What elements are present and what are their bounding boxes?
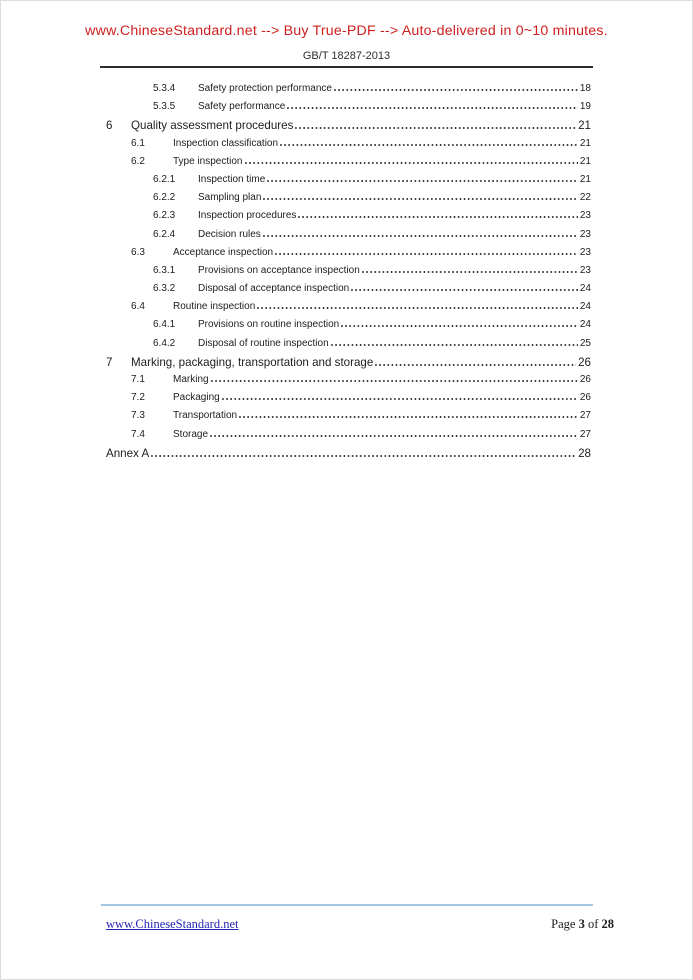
toc-entry-title: Routine inspection [173, 301, 256, 313]
toc-entry-number: 7.3 [131, 410, 145, 422]
toc-entry [106, 192, 591, 210]
toc-entry-number: 5.3.4 [153, 83, 176, 94]
toc-entry-number: 6.3.2 [153, 283, 176, 295]
toc-entry-page-number: 23 [579, 264, 591, 276]
toc-entry [106, 210, 591, 228]
toc-entry-page-number: 27 [579, 410, 591, 422]
dotted-leader [341, 325, 578, 327]
toc-entry-title: Provisions on acceptance inspection [198, 264, 360, 276]
toc-entry [106, 119, 591, 137]
toc-entry-title: Packaging [173, 392, 220, 404]
page-total-number: 28 [601, 917, 614, 931]
toc-entry-number: 6.4.1 [153, 319, 176, 331]
dotted-leader [298, 216, 577, 218]
toc-entry [106, 392, 591, 410]
toc-entry-page-number: 26 [578, 355, 591, 369]
toc-entry-number: 6.4.2 [153, 337, 176, 349]
toc-entry-title: Inspection classification [173, 137, 279, 149]
page-current-number: 3 [578, 917, 585, 931]
toc-entry [106, 410, 591, 428]
dotted-leader [334, 89, 578, 91]
footer-site-link[interactable]: www.ChineseStandard.net [106, 917, 239, 931]
toc-entry-page-number: 24 [579, 301, 591, 313]
toc-entry-title: Quality assessment procedures [131, 119, 294, 133]
toc-entry-title: Safety performance [198, 101, 286, 113]
table-of-contents [106, 83, 591, 465]
header-divider-line [100, 66, 593, 68]
toc-entry-page-number: 27 [579, 428, 591, 440]
dotted-leader [263, 235, 578, 237]
toc-entry-title: Type inspection [173, 155, 243, 167]
toc-entry-page-number: 26 [579, 392, 591, 404]
page-footer [106, 917, 614, 932]
toc-entry-title: Marking, packaging, transportation and storage [131, 355, 374, 369]
toc-entry [106, 319, 591, 337]
toc-entry-title: Inspection procedures [198, 210, 297, 222]
toc-entry-number: 7.4 [131, 428, 145, 440]
dotted-leader [275, 253, 578, 255]
toc-entry-title: Sampling plan [198, 192, 262, 204]
toc-entry-page-number: 19 [579, 101, 591, 113]
toc-entry [106, 174, 591, 192]
toc-entry-page-number: 24 [579, 283, 591, 295]
of-word: of [587, 917, 599, 931]
toc-entry [106, 374, 591, 392]
toc-entry-page-number: 25 [579, 337, 591, 349]
dotted-leader [211, 380, 578, 382]
toc-entry [106, 101, 591, 119]
toc-entry-title: Acceptance inspection [173, 246, 274, 258]
toc-entry [106, 447, 591, 465]
toc-entry-number: 6.1 [131, 137, 145, 149]
toc-entry-number: 6.3 [131, 246, 145, 258]
toc-entry-page-number: 28 [578, 446, 591, 460]
dotted-leader [222, 398, 578, 400]
toc-entry [106, 247, 591, 265]
toc-entry-number: 6.2 [131, 155, 145, 167]
toc-entry-title: Storage [173, 428, 209, 440]
dotted-leader [257, 307, 578, 309]
dotted-leader [287, 107, 578, 109]
toc-entry [106, 138, 591, 156]
toc-entry [106, 83, 591, 101]
page-indicator [551, 917, 614, 932]
toc-entry-page-number: 26 [579, 374, 591, 385]
toc-entry-page-number: 23 [579, 228, 591, 240]
toc-entry [106, 265, 591, 283]
footer-divider-line [101, 904, 593, 906]
toc-entry-number: 6.2.3 [153, 210, 176, 222]
toc-entry-number: 7 [106, 355, 113, 369]
toc-entry [106, 301, 591, 319]
dotted-leader [210, 435, 578, 437]
toc-entry [106, 429, 591, 447]
dotted-leader [375, 364, 576, 366]
dotted-leader [351, 289, 578, 291]
toc-entry-page-number: 21 [579, 173, 591, 185]
toc-entry-title: Inspection time [198, 173, 266, 185]
toc-entry-number: 6.2.1 [153, 173, 176, 185]
toc-entry-number: 7.1 [131, 374, 145, 385]
toc-entry-page-number: 21 [579, 155, 591, 167]
toc-entry-title: Disposal of acceptance inspection [198, 283, 350, 295]
toc-entry-title: Provisions on routine inspection [198, 319, 340, 331]
toc-entry-page-number: 21 [578, 119, 591, 133]
dotted-leader [245, 162, 578, 164]
toc-entry-title: Safety protection performance [198, 83, 332, 94]
toc-entry-page-number: 21 [579, 137, 591, 149]
dotted-leader [331, 344, 578, 346]
dotted-leader [263, 198, 578, 200]
toc-entry-number: 6.4 [131, 301, 145, 313]
toc-entry-number: 5.3.5 [153, 101, 176, 113]
dotted-leader [267, 180, 578, 182]
toc-entry-number: 6.3.1 [153, 264, 176, 276]
standard-number-header: GB/T 18287-2013 [302, 50, 391, 62]
toc-entry-page-number: 23 [579, 210, 591, 222]
header-promo-banner: www.ChineseStandard.net --> Buy True-PDF --> Auto-delivered in 0~10 minutes. [85, 23, 608, 39]
toc-entry-title: Disposal of routine inspection [198, 337, 329, 349]
toc-entry-number: 7.2 [131, 392, 145, 404]
toc-entry-title: Marking [173, 374, 209, 385]
toc-entry [106, 283, 591, 301]
toc-entry-page-number: 22 [579, 192, 591, 204]
toc-entry [106, 156, 591, 174]
toc-entry [106, 229, 591, 247]
dotted-leader [239, 416, 578, 418]
toc-entry-number: 6.2.2 [153, 192, 176, 204]
toc-entry-page-number: 18 [579, 83, 591, 94]
page-word: Page [551, 917, 576, 931]
dotted-leader [151, 455, 576, 457]
toc-entry-number: 6 [106, 119, 113, 133]
toc-entry-title: Decision rules [198, 228, 261, 240]
toc-entry [106, 338, 591, 356]
toc-entry-page-number: 23 [579, 246, 591, 258]
toc-entry-title: Annex A [106, 446, 150, 460]
toc-entry-page-number: 24 [579, 319, 591, 331]
dotted-leader [362, 271, 578, 273]
toc-entry-title: Transportation [173, 410, 238, 422]
toc-entry-number: 6.2.4 [153, 228, 176, 240]
dotted-leader [295, 127, 576, 129]
toc-entry [106, 356, 591, 374]
dotted-leader [280, 144, 578, 146]
